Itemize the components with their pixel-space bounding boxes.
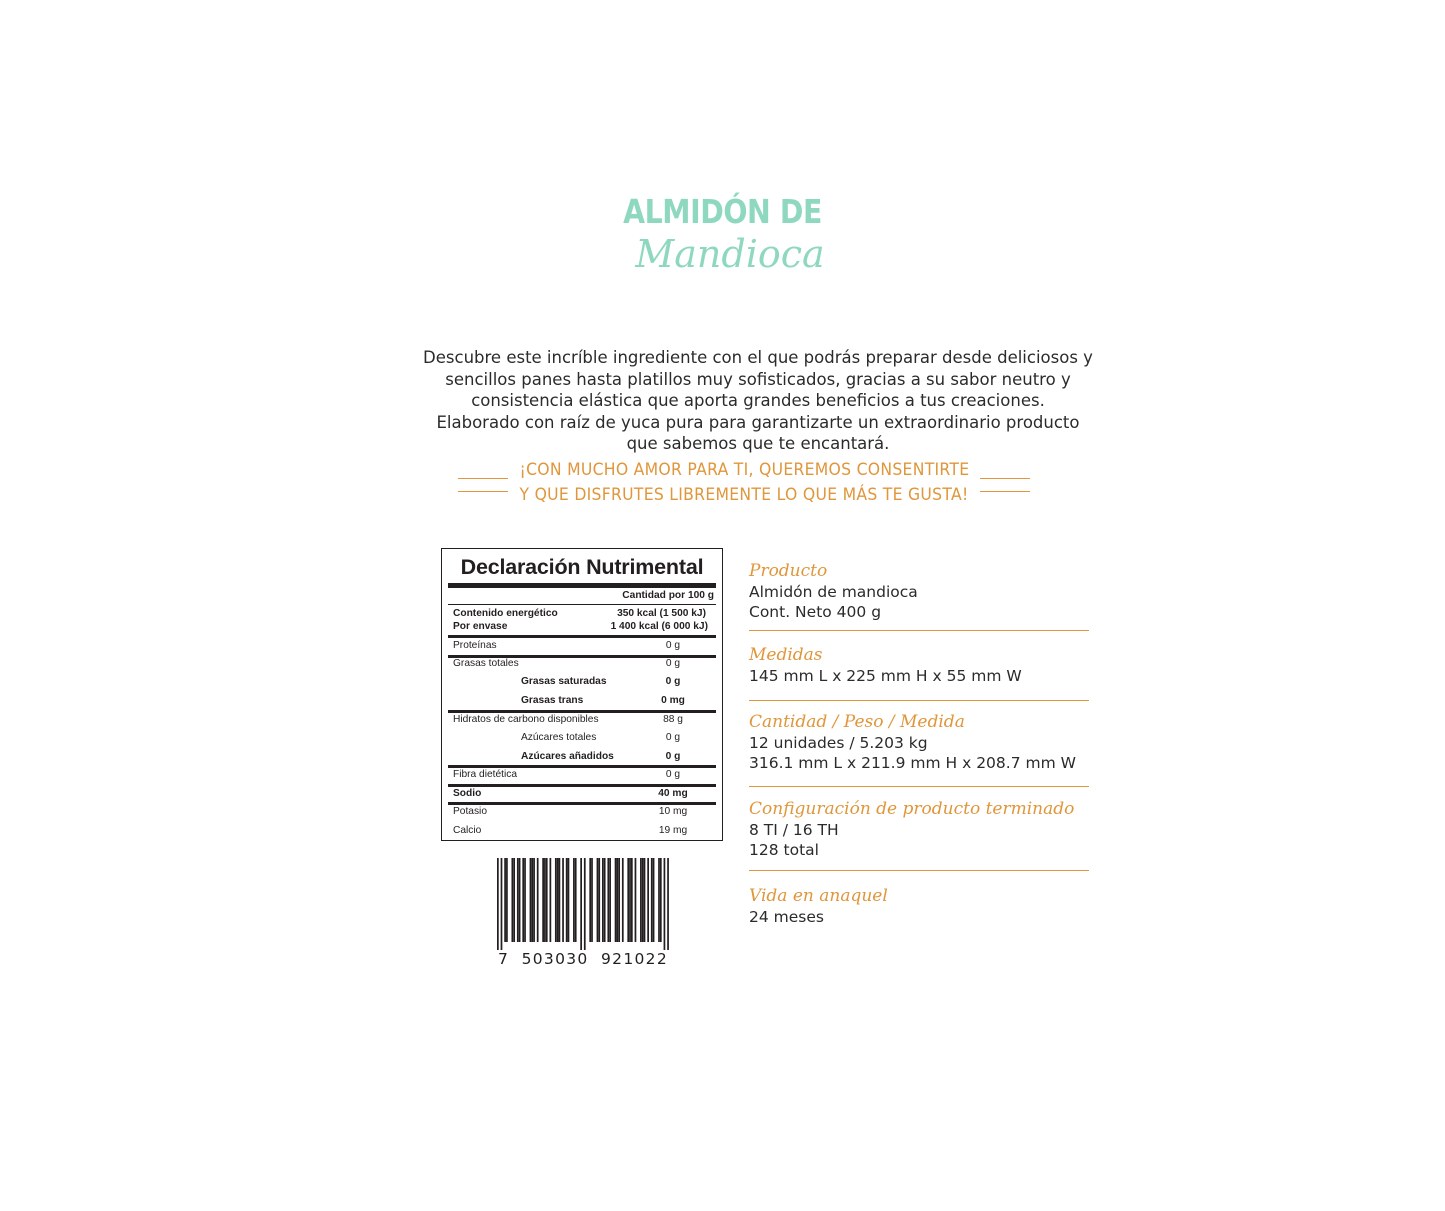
description-paragraph-2: Elaborado con raíz de yuca pura para garantizarte un extraordinario producto que sabemos que te encantará. bbox=[436, 412, 1080, 454]
nutrition-title: Declaración Nutrimental bbox=[460, 555, 704, 579]
barcode-bar bbox=[631, 858, 633, 942]
spec-configuracion-label: Configuración de producto terminado bbox=[749, 799, 1075, 819]
barcode-bar bbox=[604, 858, 606, 942]
nutrition-row-fibra: Fibra dietética 0 g bbox=[453, 769, 681, 780]
spec-divider bbox=[749, 786, 1089, 787]
nutrition-row-grasas: Grasas totales 0 g bbox=[453, 658, 681, 669]
barcode-bar bbox=[511, 858, 513, 942]
spec-divider bbox=[749, 630, 1089, 631]
nutrition-column-header: Cantidad por 100 g bbox=[622, 590, 714, 601]
barcode-bar bbox=[589, 858, 591, 942]
barcode-bar bbox=[546, 858, 548, 942]
barcode-bar bbox=[584, 858, 586, 950]
barcode-bar bbox=[591, 858, 593, 942]
barcode-bar bbox=[573, 858, 575, 942]
barcode-bar bbox=[602, 858, 604, 942]
barcode bbox=[497, 858, 669, 970]
barcode-bar bbox=[575, 858, 577, 942]
product-subtitle: Mandioca bbox=[635, 232, 825, 276]
barcode-bar bbox=[497, 858, 499, 950]
slogan bbox=[458, 460, 1030, 510]
slogan-line-1: ¡CON MUCHO AMOR PARA TI, QUEREMOS CONSENTIRTE bbox=[519, 460, 969, 480]
spec-medidas-line1: 145 mm L x 225 mm H x 55 mm W bbox=[749, 667, 1022, 685]
barcode-bar bbox=[622, 858, 624, 942]
barcode-bar bbox=[504, 858, 506, 942]
nutrition-row-package: Por envase 1 400 kcal (6 000 kJ) bbox=[453, 621, 708, 632]
nutrition-row-proteinas: Proteínas 0 g bbox=[453, 640, 681, 651]
nutrition-row-potasio: Potasio 10 mg bbox=[453, 806, 688, 817]
barcode-bar bbox=[533, 858, 535, 942]
barcode-bar bbox=[566, 858, 568, 942]
nutrition-row-sodio: Sodio 40 mg bbox=[453, 788, 688, 799]
barcode-bar bbox=[615, 858, 617, 942]
product-title: ALMIDÓN DE bbox=[623, 192, 822, 231]
barcode-bar bbox=[568, 858, 570, 942]
spec-cantidad-line2: 316.1 mm L x 211.9 mm H x 208.7 mm W bbox=[749, 754, 1076, 772]
slogan-line-2: Y QUE DISFRUTES LIBREMENTE LO QUE MÁS TE GUSTA! bbox=[519, 485, 969, 505]
description-paragraph-1: Descubre este incríble ingrediente con el que podrás preparar desde deliciosos y sencillos panes hasta platillos muy sofisticados, gracias a su sabor neutro y consistencia elástica que aporta grandes beneficios a tus creaciones. bbox=[423, 348, 1093, 411]
barcode-bar bbox=[519, 858, 521, 942]
spec-cantidad-label: Cantidad / Peso / Medida bbox=[749, 712, 965, 732]
barcode-bar bbox=[531, 858, 533, 942]
barcode-bar bbox=[557, 858, 559, 942]
barcode-bar bbox=[597, 858, 599, 942]
barcode-bar bbox=[658, 858, 660, 942]
barcode-bar bbox=[664, 858, 666, 950]
nutrition-rule bbox=[448, 710, 716, 713]
barcode-bar bbox=[522, 858, 524, 942]
barcode-bar bbox=[598, 858, 600, 942]
barcode-bar bbox=[644, 858, 646, 942]
barcode-bar bbox=[640, 858, 642, 942]
barcode-bar bbox=[616, 858, 618, 942]
barcode-bar bbox=[544, 858, 546, 942]
barcode-digits: 7 503030 921022 bbox=[497, 950, 669, 968]
barcode-bar bbox=[609, 858, 611, 942]
barcode-bar bbox=[607, 858, 609, 942]
product-description bbox=[420, 347, 1096, 455]
spec-vida bbox=[749, 885, 1089, 927]
spec-configuracion-line1: 8 TI / 16 TH bbox=[749, 821, 839, 839]
spec-medidas-label: Medidas bbox=[749, 645, 823, 665]
spec-divider bbox=[749, 700, 1089, 701]
spec-medidas bbox=[749, 644, 1089, 686]
spec-divider bbox=[749, 870, 1089, 871]
nutrition-rule bbox=[448, 583, 716, 588]
nutrition-facts-table bbox=[441, 548, 723, 841]
barcode-bar bbox=[517, 858, 519, 942]
nutrition-row-anadidos: Azúcares añadidos 0 g bbox=[521, 751, 681, 762]
barcode-bar bbox=[667, 858, 669, 950]
nutrition-row-saturadas: Grasas saturadas 0 g bbox=[521, 676, 681, 687]
barcode-bar bbox=[627, 858, 629, 942]
nutrition-rule bbox=[448, 635, 716, 638]
barcode-bar bbox=[562, 858, 564, 942]
barcode-bar bbox=[635, 858, 637, 942]
nutrition-row-energy: Contenido energético 350 kcal (1 500 kJ) bbox=[453, 608, 706, 619]
nutrition-row-azucares: Azúcares totales 0 g bbox=[521, 732, 681, 743]
barcode-bar bbox=[506, 858, 508, 942]
nutrition-rule bbox=[448, 765, 716, 768]
barcode-bar bbox=[513, 858, 515, 942]
spec-producto-line1: Almidón de mandioca bbox=[749, 583, 918, 601]
spec-configuracion bbox=[749, 798, 1089, 860]
nutrition-row-hidratos: Hidratos de carbono disponibles 88 g bbox=[453, 714, 683, 725]
spec-vida-label: Vida en anaquel bbox=[749, 886, 888, 906]
barcode-bar bbox=[501, 858, 503, 950]
barcode-bar bbox=[524, 858, 526, 942]
barcode-bar bbox=[550, 858, 552, 942]
barcode-bar bbox=[653, 858, 655, 942]
barcode-bar bbox=[559, 858, 561, 942]
nutrition-row-calcio: Calcio 19 mg bbox=[453, 825, 688, 836]
spec-cantidad-line1: 12 unidades / 5.203 kg bbox=[749, 734, 928, 752]
barcode-bar bbox=[537, 858, 539, 942]
barcode-bar bbox=[542, 858, 544, 942]
barcode-bar bbox=[647, 858, 649, 942]
spec-producto-line2: Cont. Neto 400 g bbox=[749, 603, 882, 621]
barcode-bar bbox=[642, 858, 644, 942]
spec-vida-line1: 24 meses bbox=[749, 908, 824, 926]
spec-configuracion-line2: 128 total bbox=[749, 841, 819, 859]
barcode-bars bbox=[497, 858, 669, 950]
barcode-bar bbox=[629, 858, 631, 942]
barcode-bar bbox=[651, 858, 653, 942]
nutrition-rule bbox=[448, 784, 716, 787]
barcode-bar bbox=[555, 858, 557, 942]
nutrition-rule bbox=[448, 802, 716, 805]
spec-producto-label: Producto bbox=[749, 561, 828, 581]
barcode-bar bbox=[530, 858, 532, 942]
spec-cantidad bbox=[749, 711, 1089, 773]
barcode-bar bbox=[580, 858, 582, 950]
nutrition-rule bbox=[448, 604, 716, 605]
barcode-bar bbox=[618, 858, 620, 942]
barcode-bar bbox=[660, 858, 662, 942]
spec-producto bbox=[749, 560, 1089, 622]
nutrition-row-trans: Grasas trans 0 mg bbox=[521, 695, 685, 706]
